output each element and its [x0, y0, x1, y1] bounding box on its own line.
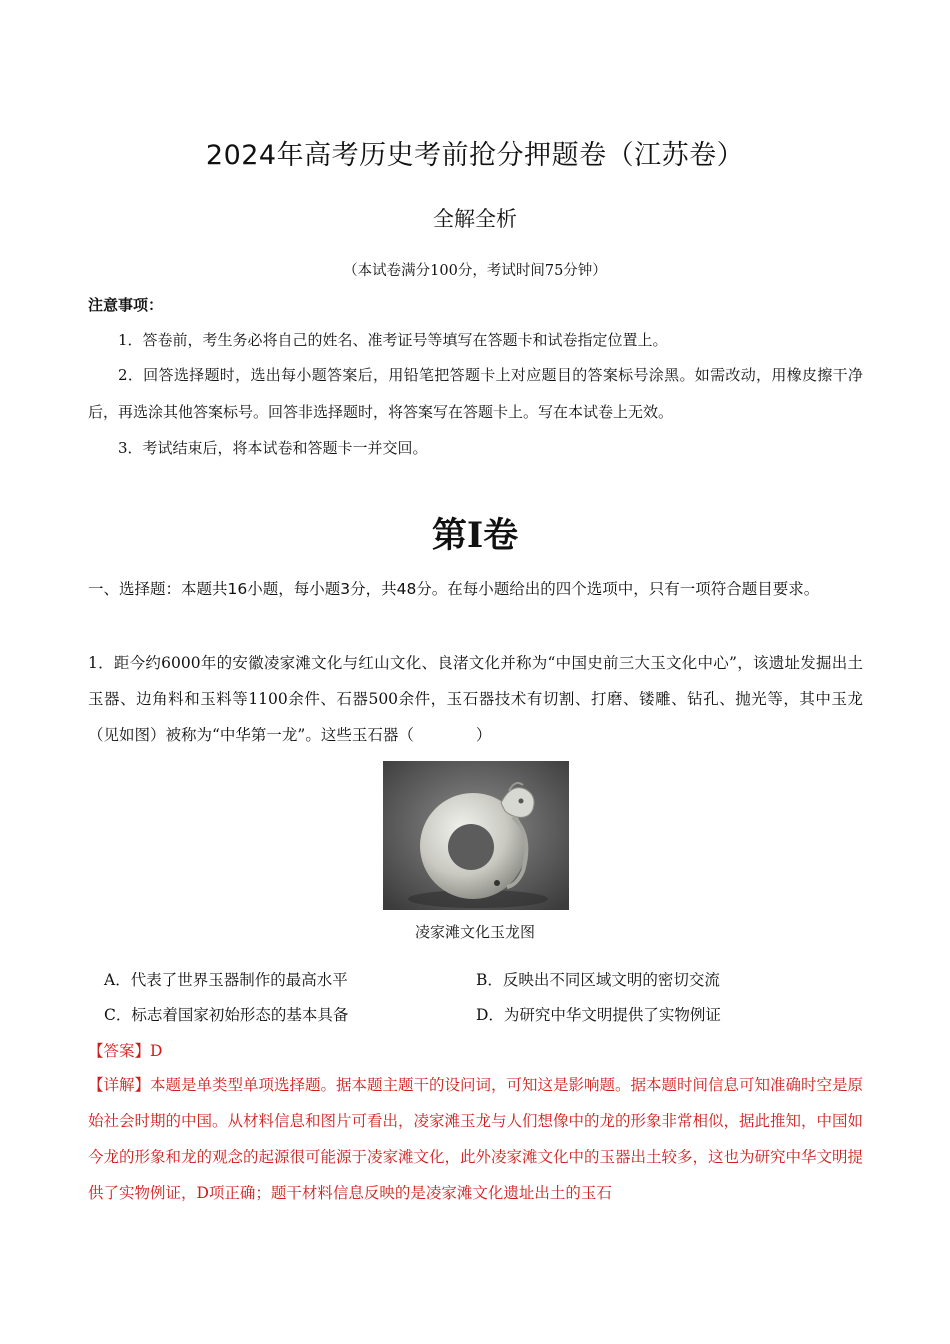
jade-dragon-image — [383, 761, 569, 910]
notice-item-1: 1．答卷前，考生务必将自己的姓名、准考证号等填写在答题卡和试卷指定位置上。 — [118, 331, 668, 349]
score-info: （本试卷满分100分，考试时间75分钟） — [343, 263, 607, 279]
explanation-text: 【详解】本题是单类型单项选择题。据本题主题干的设问词，可知这是影响题。据本题时间信息可知准确时空是原始社会时期的中国。从材料信息和图片可看出，凌家滩玉龙与人们想像中的龙的形象非常相似，据此推知，中国如今龙的形象和龙的观念的起源很可能源于凌家滩文化，此外凌家滩文化中的玉器出土较多，这也为研究中华文明提供了实物例证，D项正确；题干材料信息反映的是凌家滩文化遗址出土的玉石 — [88, 1076, 864, 1202]
page-subtitle: 全解全析 — [433, 207, 517, 231]
question-1-stem: 1．距今约6000年的安徽凌家滩文化与红山文化、良渚文化并称为“中国史前三大玉文化中心”，该遗址发掘出土玉器、边角料和玉料等1100余件、石器500余件，玉石器技术有切割、打磨、镂雕、钻孔、抛光等，其中玉龙（见如图）被称为“中华第一龙”。这些玉石器（ ） — [88, 654, 863, 744]
volume-title: 第I卷 — [431, 515, 519, 556]
notice-item-2: 2．回答选择题时，选出每小题答案后，用铅笔把答题卡上对应题目的答案标号涂黑。如需改动，用橡皮擦干净后，再选涂其他答案标号。回答非选择题时，将答案写在答题卡上。写在本试卷上无效。 — [88, 366, 863, 421]
page-title: 2024年高考历史考前抢分押题卷（江苏卷） — [205, 140, 745, 171]
option-c: C．标志着国家初始形态的基本具备 — [104, 1006, 349, 1024]
answer-label: 【答案】D — [88, 1042, 163, 1060]
figure-caption: 凌家滩文化玉龙图 — [414, 923, 535, 941]
notice-heading: 注意事项： — [88, 296, 164, 314]
option-a: A．代表了世界玉器制作的最高水平 — [104, 971, 348, 989]
option-b: B．反映出不同区域文明的密切交流 — [476, 971, 720, 989]
option-d: D．为研究中华文明提供了实物例证 — [476, 1006, 721, 1024]
section-instruction: 一、选择题：本题共16小题，每小题3分，共48分。在每小题给出的四个选项中，只有一项符合题目要求。 — [88, 580, 820, 598]
notice-item-3: 3．考试结束后，将本试卷和答题卡一并交回。 — [118, 439, 428, 457]
